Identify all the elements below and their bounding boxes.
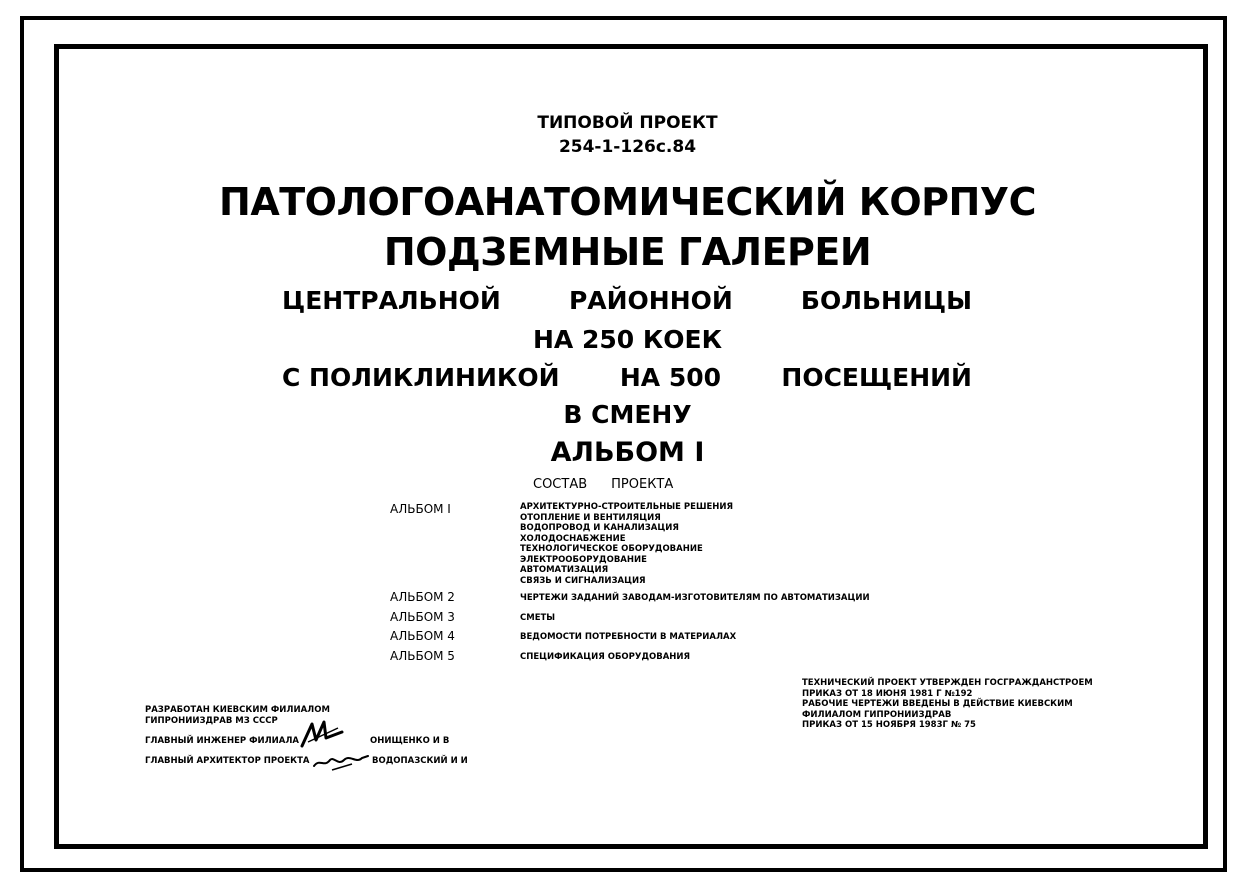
developer-line: ГИПРОНИИЗДРАВ МЗ СССР [145, 715, 278, 726]
album-item: СВЯЗЬ И СИГНАЛИЗАЦИЯ [520, 575, 646, 586]
title-line-5-word: ПОСЕЩЕНИЙ [781, 363, 972, 392]
album-label: АЛЬБОМ 2 [390, 590, 455, 604]
album-item: ВЕДОМОСТИ ПОТРЕБНОСТИ В МАТЕРИАЛАХ [520, 632, 737, 642]
title-line-4: НА 250 КОЕК [532, 325, 723, 354]
album-row [390, 629, 736, 643]
chief-architect-role: ГЛАВНЫЙ АРХИТЕКТОР ПРОЕКТА [145, 756, 310, 766]
album-label: АЛЬБОМ 5 [390, 649, 455, 663]
chief-engineer-name: ОНИЩЕНКО И В [370, 736, 450, 746]
chief-engineer-signature [298, 718, 348, 750]
album-row [390, 502, 733, 586]
approval-block [802, 678, 1093, 731]
album-label: АЛЬБОМ 4 [390, 629, 455, 643]
album-item: ОТОПЛЕНИЕ И ВЕНТИЛЯЦИЯ [520, 512, 661, 523]
album-row [390, 610, 555, 624]
composition-heading-word: СОСТАВ [533, 477, 588, 492]
title-line-1: ПАТОЛОГОАНАТОМИЧЕСКИЙ КОРПУС [219, 180, 1036, 224]
approval-line: РАБОЧИЕ ЧЕРТЕЖИ ВВЕДЕНЫ В ДЕЙСТВИЕ КИЕВСКИМ [802, 699, 1073, 709]
title-line-3 [282, 286, 972, 315]
title-line-5-word: НА 500 [619, 363, 722, 392]
album-item: СМЕТЫ [520, 613, 556, 623]
album-row [390, 649, 690, 663]
approval-line: ФИЛИАЛОМ ГИПРОНИИЗДРАВ [802, 709, 952, 720]
album-title: АЛЬБОМ I [550, 437, 705, 468]
chief-architect-signature [312, 750, 372, 772]
title-line-3-word: БОЛЬНИЦЫ [800, 286, 972, 315]
album-item: ВОДОПРОВОД И КАНАЛИЗАЦИЯ [520, 523, 679, 533]
album-item: СПЕЦИФИКАЦИЯ ОБОРУДОВАНИЯ [520, 652, 691, 662]
album-item: АВТОМАТИЗАЦИЯ [520, 565, 609, 575]
title-line-2: ПОДЗЕМНЫЕ ГАЛЕРЕИ [383, 230, 872, 274]
chief-architect-name: ВОДОПАЗСКИЙ И И [372, 756, 468, 766]
album-label: АЛЬБОМ 3 [390, 610, 455, 624]
title-line-3-word: ЦЕНТРАЛЬНОЙ [282, 286, 501, 315]
approval-line: ПРИКАЗ ОТ 15 НОЯБРЯ 1983Г № 75 [802, 720, 976, 730]
developer-line: РАЗРАБОТАН КИЕВСКИМ ФИЛИАЛОМ [145, 705, 330, 715]
album-label: АЛЬБОМ I [390, 502, 451, 516]
album-item: ТЕХНОЛОГИЧЕСКОЕ ОБОРУДОВАНИЕ [520, 544, 703, 554]
approval-line: ПРИКАЗ ОТ 18 ИЮНЯ 1981 Г №192 [802, 688, 973, 699]
album-item: ЭЛЕКТРООБОРУДОВАНИЕ [520, 554, 647, 565]
title-line-5-word: С ПОЛИКЛИНИКОЙ [282, 363, 560, 392]
title-line-3-word: РАЙОННОЙ [568, 286, 733, 315]
chief-engineer-role: ГЛАВНЫЙ ИНЖЕНЕР ФИЛИАЛА [145, 736, 300, 746]
album-item: ЧЕРТЕЖИ ЗАДАНИЙ ЗАВОДАМ-ИЗГОТОВИТЕЛЯМ ПО АВТОМАТИЗАЦИИ [520, 593, 870, 603]
project-type: ТИПОВОЙ ПРОЕКТ [537, 113, 718, 133]
approval-line: ТЕХНИЧЕСКИЙ ПРОЕКТ УТВЕРЖДЕН ГОСГРАЖДАНСТРОЕМ [802, 678, 1093, 688]
album-item: ХОЛОДОСНАБЖЕНИЕ [520, 533, 626, 544]
album-contents [520, 502, 733, 586]
composition-heading-word: ПРОЕКТА [611, 477, 674, 492]
composition-heading [533, 477, 673, 492]
album-row [390, 590, 870, 604]
title-line-6: В СМЕНУ [563, 400, 692, 429]
project-number: 254-1-126с.84 [558, 137, 697, 157]
album-item: АРХИТЕКТУРНО-СТРОИТЕЛЬНЫЕ РЕШЕНИЯ [520, 502, 734, 512]
title-line-5 [282, 363, 972, 392]
